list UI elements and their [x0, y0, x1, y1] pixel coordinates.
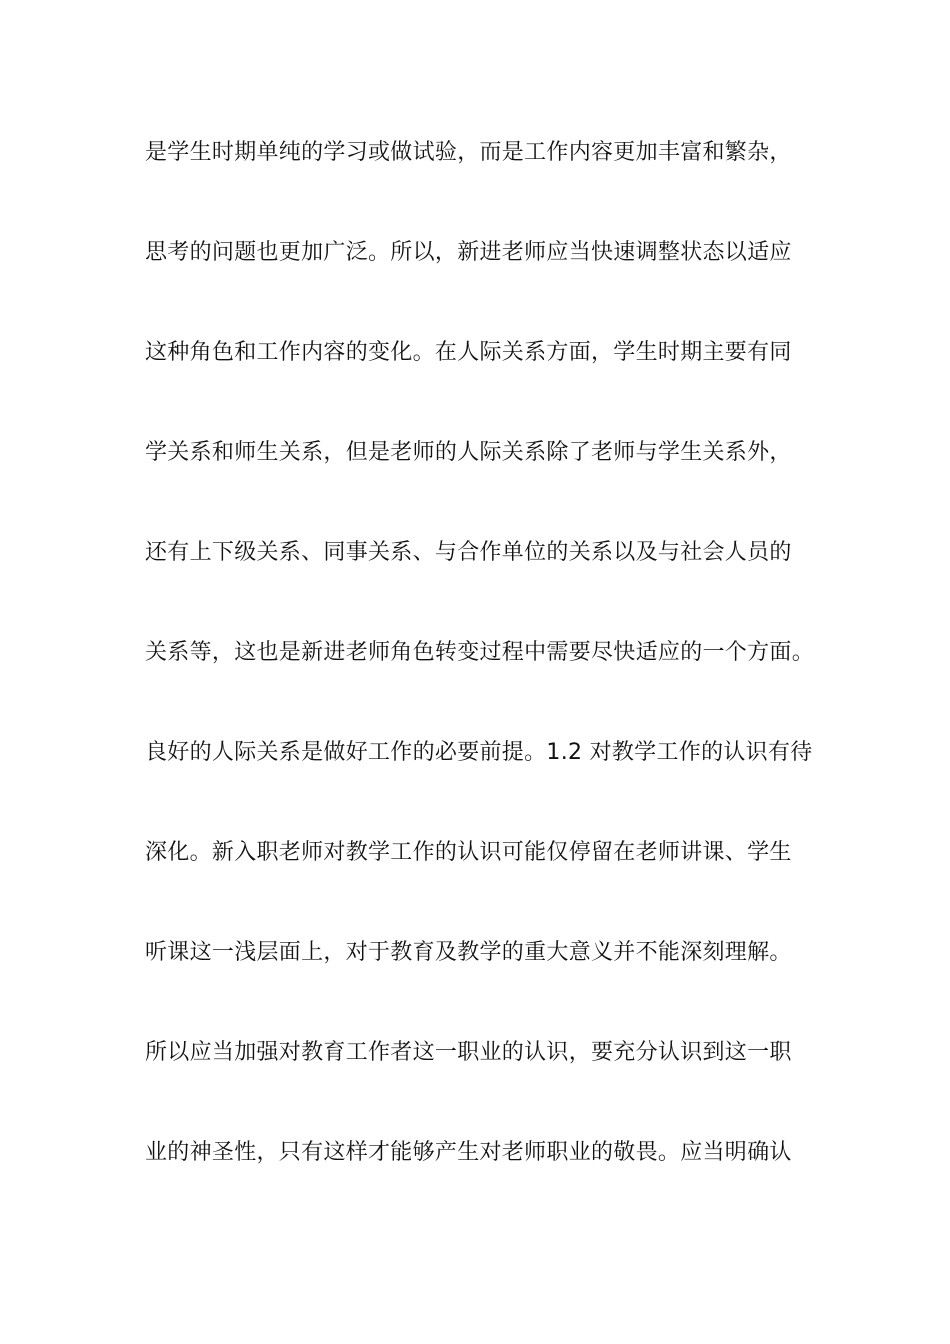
text-line-11: 业的神圣性，只有这样才能够产生对老师职业的敬畏。应当明确认 — [145, 1140, 792, 1165]
text-line-10: 所以应当加强对教育工作者这一职业的认识，要充分认识到这一职 — [145, 1040, 792, 1065]
text-line-4: 学关系和师生关系，但是老师的人际关系除了老师与学生关系外， — [145, 440, 792, 465]
text-line-9: 听课这一浅层面上，对于教育及教学的重大意义并不能深刻理解。 — [145, 940, 792, 965]
text-line-5: 还有上下级关系、同事关系、与合作单位的关系以及与社会人员的 — [145, 540, 792, 565]
text-line-3: 这种角色和工作内容的变化。在人际关系方面，学生时期主要有同 — [145, 340, 792, 365]
body-text — [145, 128, 825, 1228]
text-line-7: 良好的人际关系是做好工作的必要前提。1.2 对教学工作的认识有待 — [145, 740, 813, 765]
text-line-6: 关系等，这也是新进老师角色转变过程中需要尽快适应的一个方面。 — [145, 640, 815, 665]
text-line-2: 思考的问题也更加广泛。所以，新进老师应当快速调整状态以适应 — [145, 240, 792, 265]
text-line-8: 深化。新入职老师对教学工作的认识可能仅停留在老师讲课、学生 — [145, 840, 792, 865]
text-line-1: 是学生时期单纯的学习或做试验，而是工作内容更加丰富和繁杂， — [145, 140, 792, 165]
